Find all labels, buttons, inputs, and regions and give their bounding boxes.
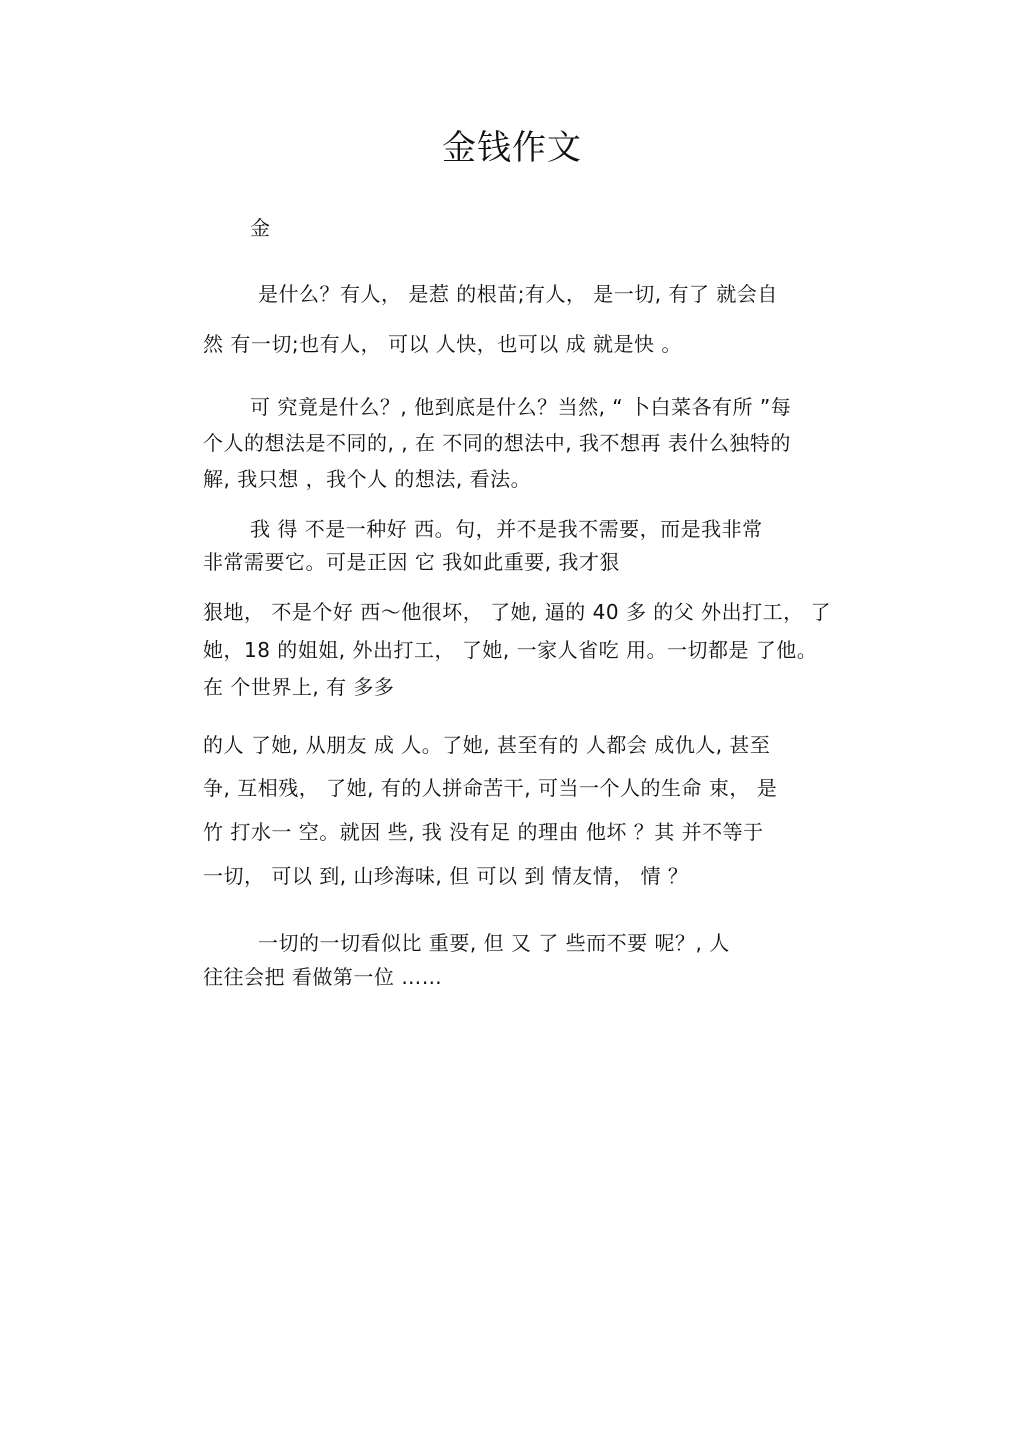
- text-line: 然 有一切;也有人， 可以 人快，也可以 成 就是快 。: [203, 332, 682, 356]
- text-line: 往往会把 看做第一位 ……: [203, 965, 443, 989]
- text-line: 狠地， 不是个好 西～他很坏， 了她, 逼的 40 多 的父 外出打工， 了: [203, 600, 832, 624]
- text-line: 的人 了她, 从朋友 成 人。了她, 甚至有的 人都会 成仇人, 甚至: [203, 733, 771, 757]
- text-line: 竹 打水一 空。就因 些, 我 没有足 的理由 他坏 ？其 并不等于: [203, 820, 764, 844]
- text-line: 个人的想法是不同的, , 在 不同的想法中, 我不想再 表什么独特的: [203, 431, 791, 455]
- text-line: 我 得 不是一种好 西。句，并不是我不需要，而是我非常: [250, 517, 763, 541]
- text-line: 争, 互相残， 了她, 有的人拼命苦干, 可当一个人的生命 束， 是: [203, 776, 778, 800]
- text-line: 一切的一切看似比 重要, 但 又 了 些而不要 呢？, 人: [258, 931, 730, 955]
- text-line: 非常需要它。可是正因 它 我如此重要, 我才狠: [203, 550, 620, 574]
- text-line: 是什么？有人， 是惹 的根苗;有人， 是一切, 有了 就会自: [258, 282, 778, 306]
- text-line: 可 究竟是什么？, 他到底是什么？当然, “ 卜白菜各有所 ”每: [250, 395, 792, 419]
- text-line: 一切， 可以 到, 山珍海味, 但 可以 到 情友情， 情 ？: [203, 864, 689, 888]
- text-line: 解, 我只想 ，我个人 的想法, 看法。: [203, 467, 532, 491]
- text-line: 在 个世界上, 有 多多: [203, 675, 395, 699]
- text-line: 她，18 的姐姐, 外出打工， 了她, 一家人省吃 用。一切都是 了他。: [203, 638, 818, 662]
- document-title: 金钱作文: [442, 128, 582, 168]
- text-line: 金: [250, 216, 271, 240]
